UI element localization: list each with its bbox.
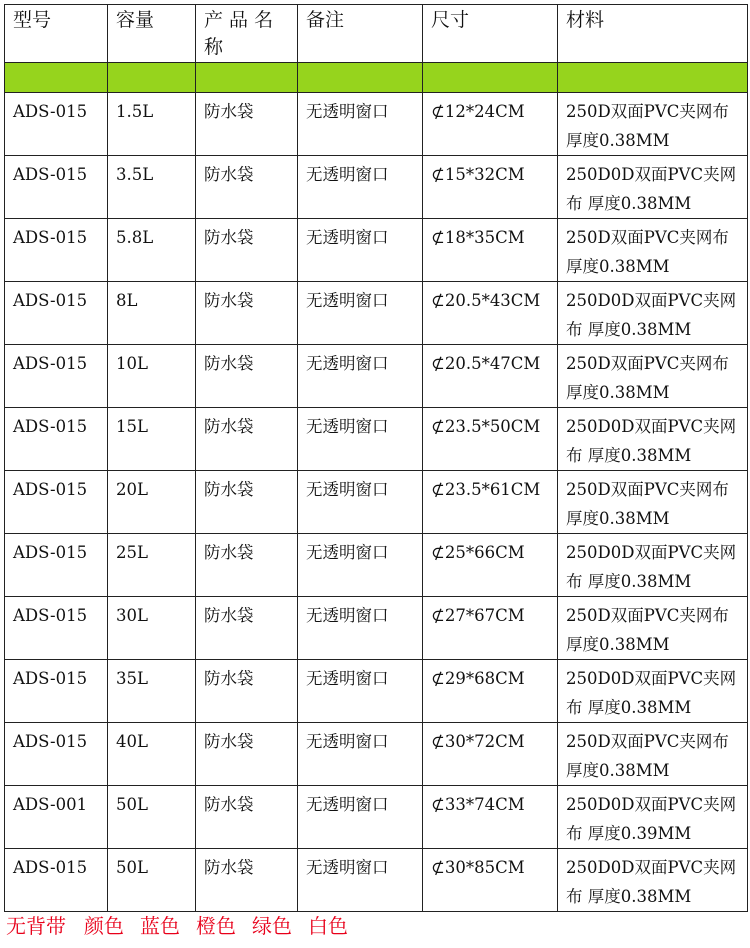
- cell-product-name: 防水袋: [196, 597, 298, 660]
- footer-color-green: 绿色: [252, 914, 292, 938]
- cell-material: 250D双面PVC夹网布 厚度0.38MM: [558, 597, 748, 660]
- table-row: [5, 282, 748, 345]
- cell-capacity: 5.8L: [108, 219, 196, 282]
- cell-product-name: 防水袋: [196, 786, 298, 849]
- footer-color-orange: 橙色: [196, 914, 236, 938]
- cell-material: 250D0D双面PVC夹网布 厚度0.38MM: [558, 534, 748, 597]
- table-row: [5, 534, 748, 597]
- green-band-cell: [298, 63, 423, 93]
- cell-size: ⊄27*67CM: [423, 597, 558, 660]
- cell-capacity: 10L: [108, 345, 196, 408]
- green-band-cell: [108, 63, 196, 93]
- cell-product-name: 防水袋: [196, 282, 298, 345]
- cell-capacity: 3.5L: [108, 156, 196, 219]
- header-remark: 备注: [298, 5, 423, 63]
- cell-material: 250D双面PVC夹网布 厚度0.38MM: [558, 93, 748, 156]
- header-product-name: 产 品 名 称: [196, 5, 298, 63]
- cell-size: ⊄20.5*47CM: [423, 345, 558, 408]
- cell-model: ADS-015: [5, 471, 108, 534]
- cell-product-name: 防水袋: [196, 93, 298, 156]
- cell-remark: 无透明窗口: [298, 408, 423, 471]
- cell-capacity: 50L: [108, 849, 196, 912]
- cell-capacity: 50L: [108, 786, 196, 849]
- cell-size: ⊄12*24CM: [423, 93, 558, 156]
- cell-product-name: 防水袋: [196, 471, 298, 534]
- cell-material: 250D0D双面PVC夹网布 厚度0.38MM: [558, 849, 748, 912]
- cell-material: 250D双面PVC夹网布 厚度0.38MM: [558, 345, 748, 408]
- header-row: [5, 5, 748, 63]
- header-size: 尺寸: [423, 5, 558, 63]
- cell-material: 250D双面PVC夹网布 厚度0.38MM: [558, 723, 748, 786]
- cell-material: 250D0D双面PVC夹网布 厚度0.38MM: [558, 156, 748, 219]
- cell-size: ⊄29*68CM: [423, 660, 558, 723]
- cell-model: ADS-001: [5, 786, 108, 849]
- cell-remark: 无透明窗口: [298, 723, 423, 786]
- header-capacity: 容量: [108, 5, 196, 63]
- table-row: [5, 786, 748, 849]
- footer-note: [6, 910, 364, 939]
- green-band-cell: [5, 63, 108, 93]
- cell-remark: 无透明窗口: [298, 786, 423, 849]
- cell-capacity: 25L: [108, 534, 196, 597]
- cell-product-name: 防水袋: [196, 849, 298, 912]
- footer-color-blue: 蓝色: [140, 914, 180, 938]
- cell-material: 250D0D双面PVC夹网布 厚度0.38MM: [558, 408, 748, 471]
- cell-remark: 无透明窗口: [298, 849, 423, 912]
- cell-model: ADS-015: [5, 660, 108, 723]
- cell-model: ADS-015: [5, 282, 108, 345]
- cell-size: ⊄30*85CM: [423, 849, 558, 912]
- green-band-row: [5, 63, 748, 93]
- cell-remark: 无透明窗口: [298, 219, 423, 282]
- table-row: [5, 408, 748, 471]
- cell-size: ⊄23.5*50CM: [423, 408, 558, 471]
- cell-size: ⊄30*72CM: [423, 723, 558, 786]
- cell-model: ADS-015: [5, 345, 108, 408]
- cell-product-name: 防水袋: [196, 345, 298, 408]
- cell-remark: 无透明窗口: [298, 156, 423, 219]
- cell-model: ADS-015: [5, 534, 108, 597]
- table-row: [5, 471, 748, 534]
- table-row: [5, 219, 748, 282]
- cell-capacity: 8L: [108, 282, 196, 345]
- cell-product-name: 防水袋: [196, 723, 298, 786]
- cell-capacity: 15L: [108, 408, 196, 471]
- cell-size: ⊄15*32CM: [423, 156, 558, 219]
- cell-capacity: 1.5L: [108, 93, 196, 156]
- cell-product-name: 防水袋: [196, 534, 298, 597]
- table-row: [5, 345, 748, 408]
- table-row: [5, 93, 748, 156]
- green-band-cell: [423, 63, 558, 93]
- table-row: [5, 849, 748, 912]
- table-row: [5, 723, 748, 786]
- cell-remark: 无透明窗口: [298, 597, 423, 660]
- footer-no-strap: 无背带: [6, 914, 66, 938]
- spec-table: [4, 4, 748, 912]
- cell-capacity: 30L: [108, 597, 196, 660]
- cell-model: ADS-015: [5, 93, 108, 156]
- cell-size: ⊄20.5*43CM: [423, 282, 558, 345]
- cell-product-name: 防水袋: [196, 408, 298, 471]
- cell-material: 250D双面PVC夹网布 厚度0.38MM: [558, 219, 748, 282]
- cell-size: ⊄18*35CM: [423, 219, 558, 282]
- cell-material: 250D0D双面PVC夹网布 厚度0.38MM: [558, 660, 748, 723]
- cell-size: ⊄33*74CM: [423, 786, 558, 849]
- green-band-cell: [558, 63, 748, 93]
- cell-size: ⊄23.5*61CM: [423, 471, 558, 534]
- table-row: [5, 597, 748, 660]
- cell-remark: 无透明窗口: [298, 93, 423, 156]
- cell-product-name: 防水袋: [196, 219, 298, 282]
- cell-model: ADS-015: [5, 219, 108, 282]
- table-row: [5, 660, 748, 723]
- cell-remark: 无透明窗口: [298, 282, 423, 345]
- green-band-cell: [196, 63, 298, 93]
- cell-capacity: 40L: [108, 723, 196, 786]
- cell-capacity: 35L: [108, 660, 196, 723]
- cell-model: ADS-015: [5, 156, 108, 219]
- cell-product-name: 防水袋: [196, 156, 298, 219]
- cell-remark: 无透明窗口: [298, 345, 423, 408]
- cell-remark: 无透明窗口: [298, 660, 423, 723]
- cell-remark: 无透明窗口: [298, 471, 423, 534]
- header-model: 型号: [5, 5, 108, 63]
- cell-remark: 无透明窗口: [298, 534, 423, 597]
- table-row: [5, 156, 748, 219]
- header-material: 材料: [558, 5, 748, 63]
- cell-capacity: 20L: [108, 471, 196, 534]
- cell-size: ⊄25*66CM: [423, 534, 558, 597]
- cell-model: ADS-015: [5, 408, 108, 471]
- cell-material: 250D双面PVC夹网布 厚度0.38MM: [558, 471, 748, 534]
- cell-material: 250D0D双面PVC夹网布 厚度0.39MM: [558, 786, 748, 849]
- cell-model: ADS-015: [5, 723, 108, 786]
- cell-model: ADS-015: [5, 597, 108, 660]
- footer-color-white: 白色: [308, 914, 348, 938]
- cell-material: 250D0D双面PVC夹网布 厚度0.38MM: [558, 282, 748, 345]
- cell-product-name: 防水袋: [196, 660, 298, 723]
- footer-color-label: 颜色: [84, 914, 124, 938]
- cell-model: ADS-015: [5, 849, 108, 912]
